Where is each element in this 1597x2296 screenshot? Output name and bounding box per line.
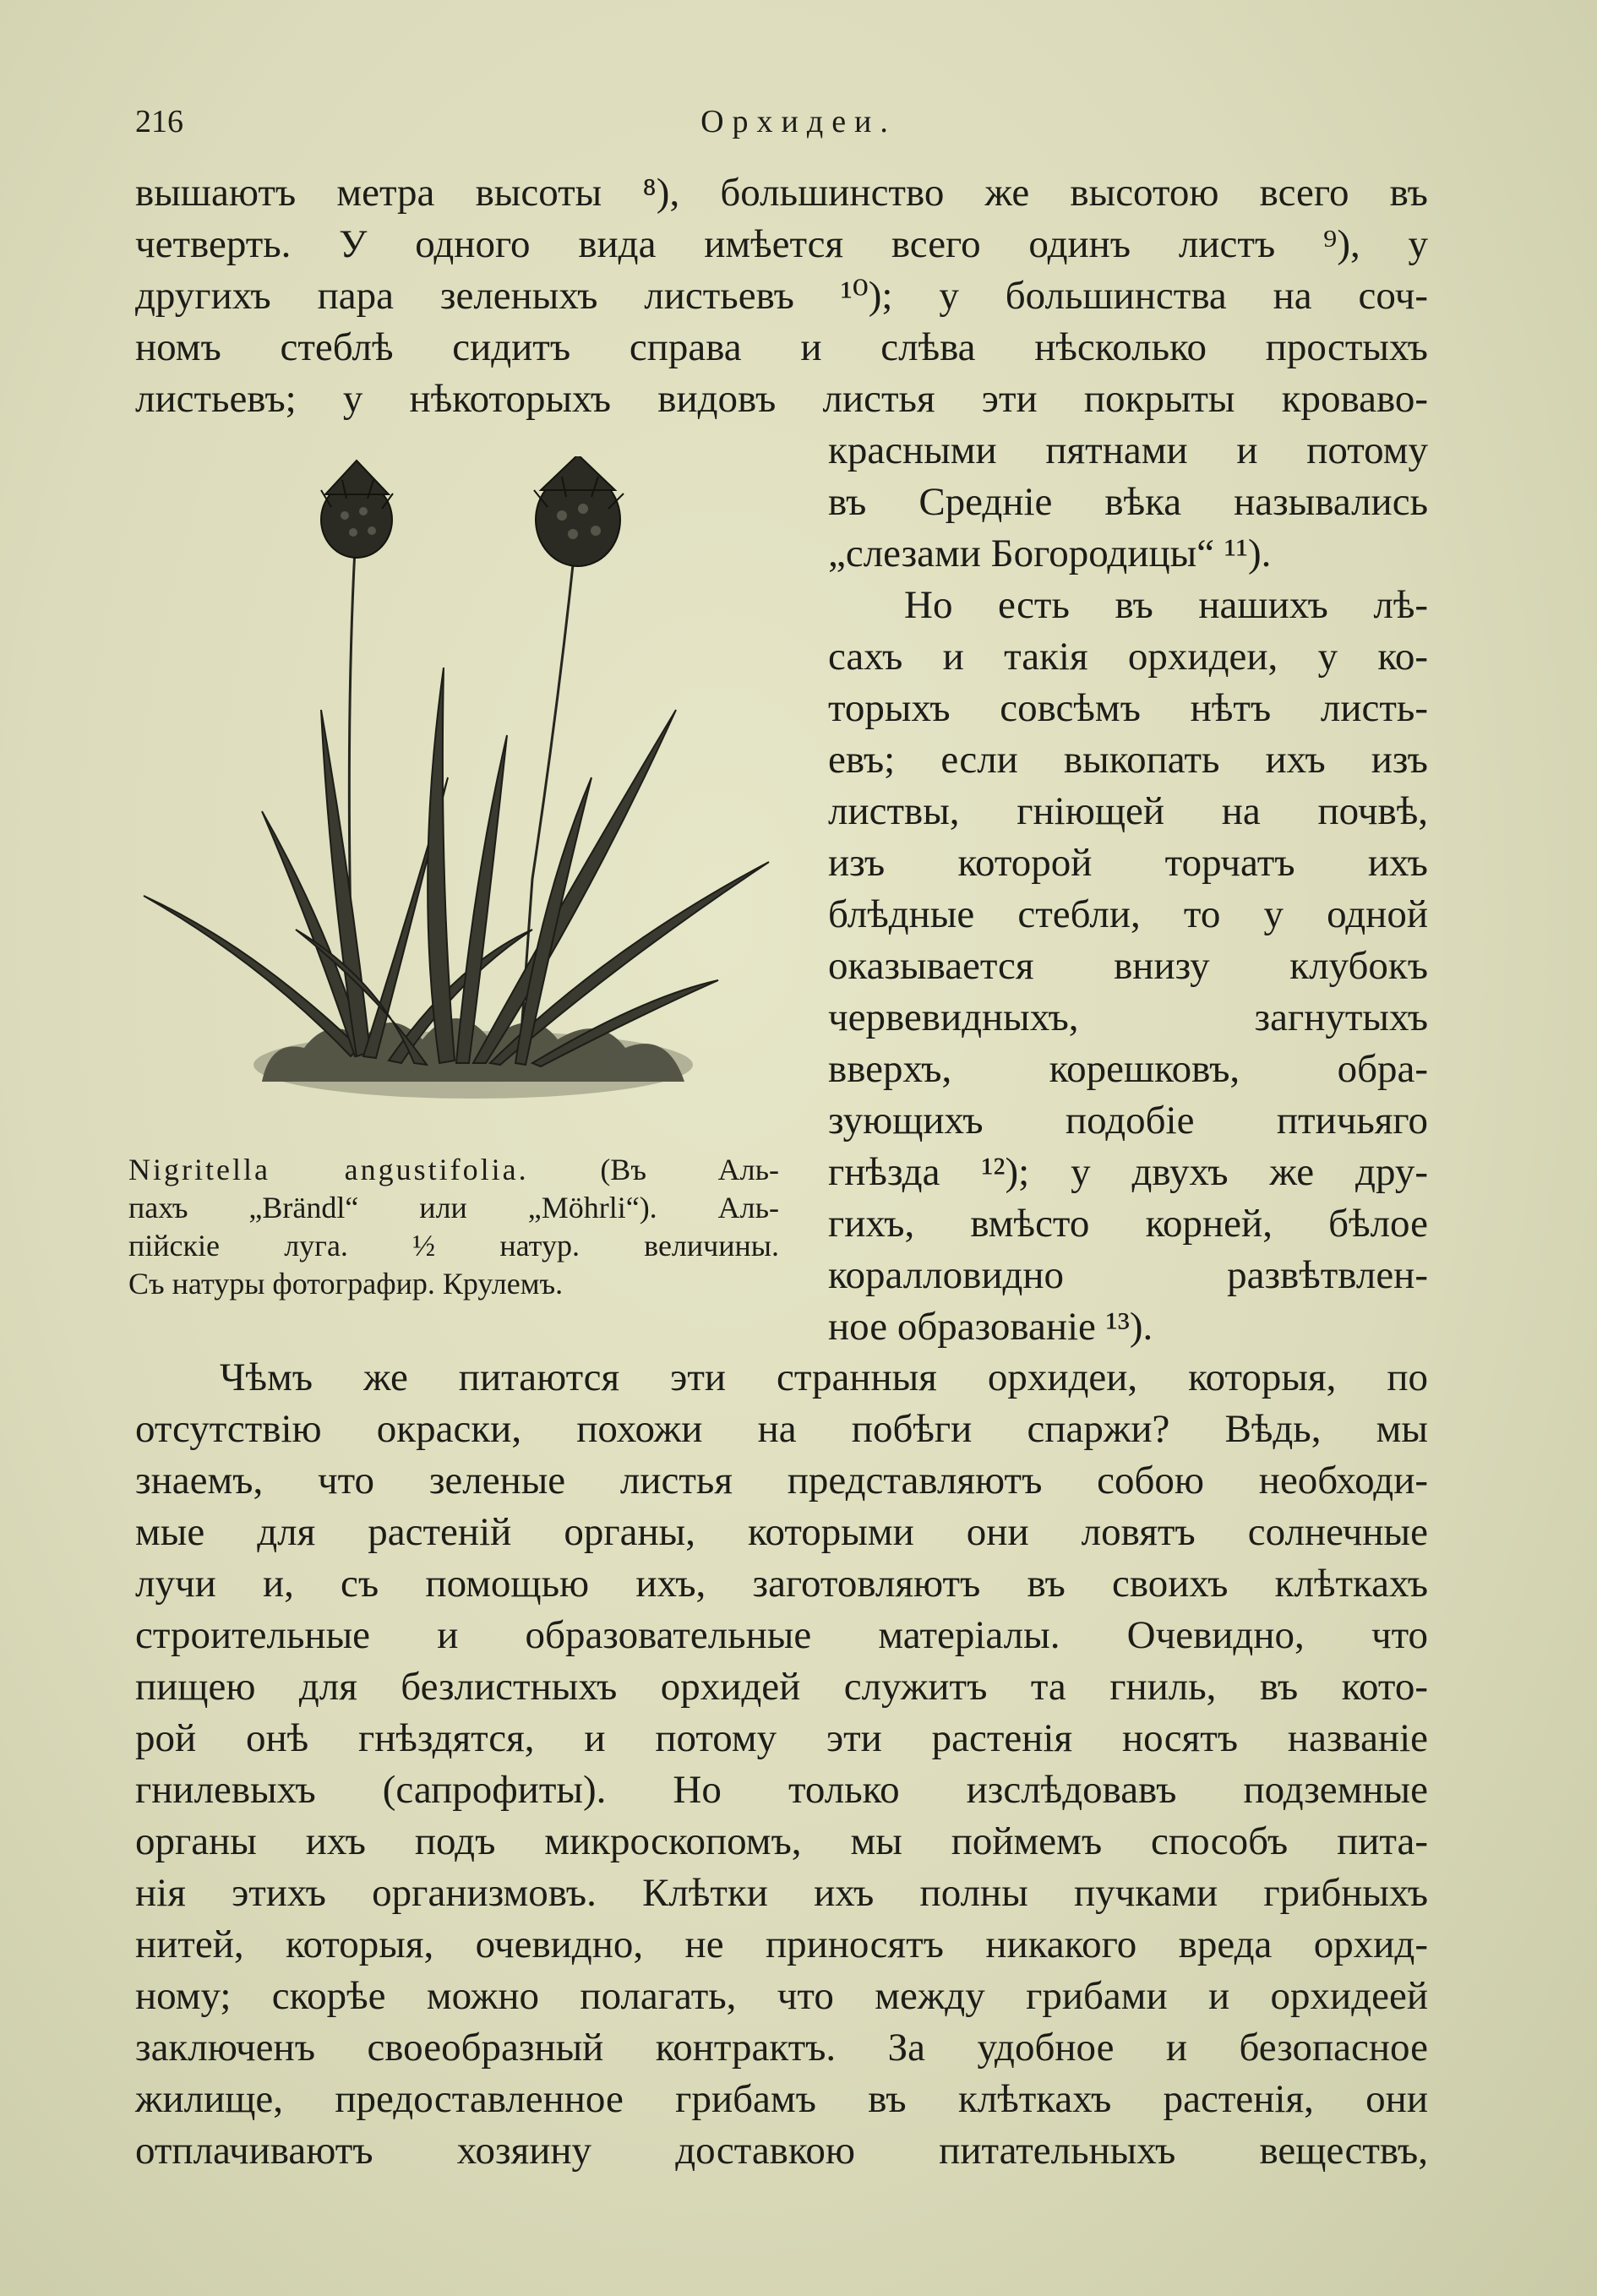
caption-line [128,1151,779,1189]
text-line: торыхъ совсѣмъ нѣтъ листь- [828,686,1428,730]
caption-species-name: Nigritella angustifolia. [128,1153,529,1186]
text-line: коралловидно развѣтвлен- [828,1253,1428,1297]
text-line: жилище, предоставленное грибамъ въ клѣткахъ растенія, они [135,2077,1428,2121]
text-line: четверть. У одного вида имѣется всего одинъ листъ ⁹), у [135,222,1428,266]
text-line: листьевъ; у нѣкоторыхъ видовъ листья эти покрыты кроваво- [135,377,1428,421]
text-line: гнѣзда ¹²); у двухъ же дру- [828,1150,1428,1194]
text-line: вышаютъ метра высоты ⁸), большинство же высотою всего въ [135,171,1428,215]
text-line: вверхъ, корешковъ, обра- [828,1047,1428,1091]
text-line: Чѣмъ же питаются эти странныя орхидеи, которыя, по [220,1355,1428,1399]
caption-line: пійскіе луга. ½ натур. величины. [128,1229,779,1263]
text-line: другихъ пара зеленыхъ листьевъ ¹⁰); у большинства на соч- [135,274,1428,318]
text-line: отсутствію окраски, похожи на побѣги спаржи? Вѣдь, мы [135,1407,1428,1451]
text-line: сахъ и такія орхидеи, у ко- [828,635,1428,679]
running-title: Орхидеи. [700,104,897,139]
text-line: „слезами Богородицы“ ¹¹). [828,532,1272,575]
caption-line: Съ натуры фотографир. Крулемъ. [128,1267,564,1301]
text-line: красными пятнами и потому [828,428,1428,472]
text-line: гихъ, вмѣсто корней, бѣлое [828,1202,1428,1246]
caption-line: пахъ „Brändl“ или „Möhrli“). Аль- [128,1191,779,1224]
text-line: блѣдные стебли, то у одной [828,892,1428,936]
text-line: строительные и образовательные матеріалы. Очевидно, что [135,1613,1428,1657]
text-line: ное образованіе ¹³). [828,1305,1153,1349]
text-line: Но есть въ нашихъ лѣ- [904,583,1428,627]
figure-caption [128,1151,779,1303]
page-number: 216 [135,104,183,139]
running-head [135,103,1462,145]
text-line: рой онѣ гнѣздятся, и потому эти растенія носятъ названіе [135,1716,1428,1760]
text-line: пищею для безлистныхъ орхидей служитъ та гниль, въ кото- [135,1665,1428,1709]
text-line: мые для растеній органы, которыми они ловятъ солнечные [135,1510,1428,1554]
text-line: оказывается внизу клубокъ [828,944,1428,988]
text-line: номъ стеблѣ сидитъ справа и слѣва нѣсколько простыхъ [135,325,1428,369]
text-line: изъ которой торчатъ ихъ [828,841,1428,885]
text-line: зующихъ подобіе птичьяго [828,1099,1428,1143]
text-line: нитей, которыя, очевидно, не приносятъ никакого вреда орхид- [135,1922,1428,1966]
text-line: нія этихъ организмовъ. Клѣтки ихъ полны пучками грибныхъ [135,1871,1428,1915]
text-line: знаемъ, что зеленые листья представляютъ собою необходи- [135,1459,1428,1502]
text-line: отплачиваютъ хозяину доставкою питательныхъ веществъ, [135,2129,1428,2173]
text-line: евъ; если выкопать ихъ изъ [828,738,1428,782]
text-line: заключенъ своеобразный контрактъ. За удобное и безопасное [135,2026,1428,2070]
text-line: органы ихъ подъ микроскопомъ, мы поймемъ способъ пита- [135,1819,1428,1863]
nigritella-illustration [135,456,794,1132]
caption-text: (Въ Аль- [528,1153,780,1186]
text-line: ному; скорѣе можно полагать, что между грибами и орхидеей [135,1974,1428,2018]
text-line: листвы, гніющей на почвѣ, [828,789,1428,833]
text-line: гнилевыхъ (сапрофиты). Но только изслѣдовавъ подземные [135,1768,1428,1812]
text-line: въ Средніе вѣка назывались [828,480,1428,524]
text-line: червевидныхъ, загнутыхъ [828,995,1428,1039]
text-line: лучи и, съ помощью ихъ, заготовляютъ въ своихъ клѣткахъ [135,1562,1428,1606]
